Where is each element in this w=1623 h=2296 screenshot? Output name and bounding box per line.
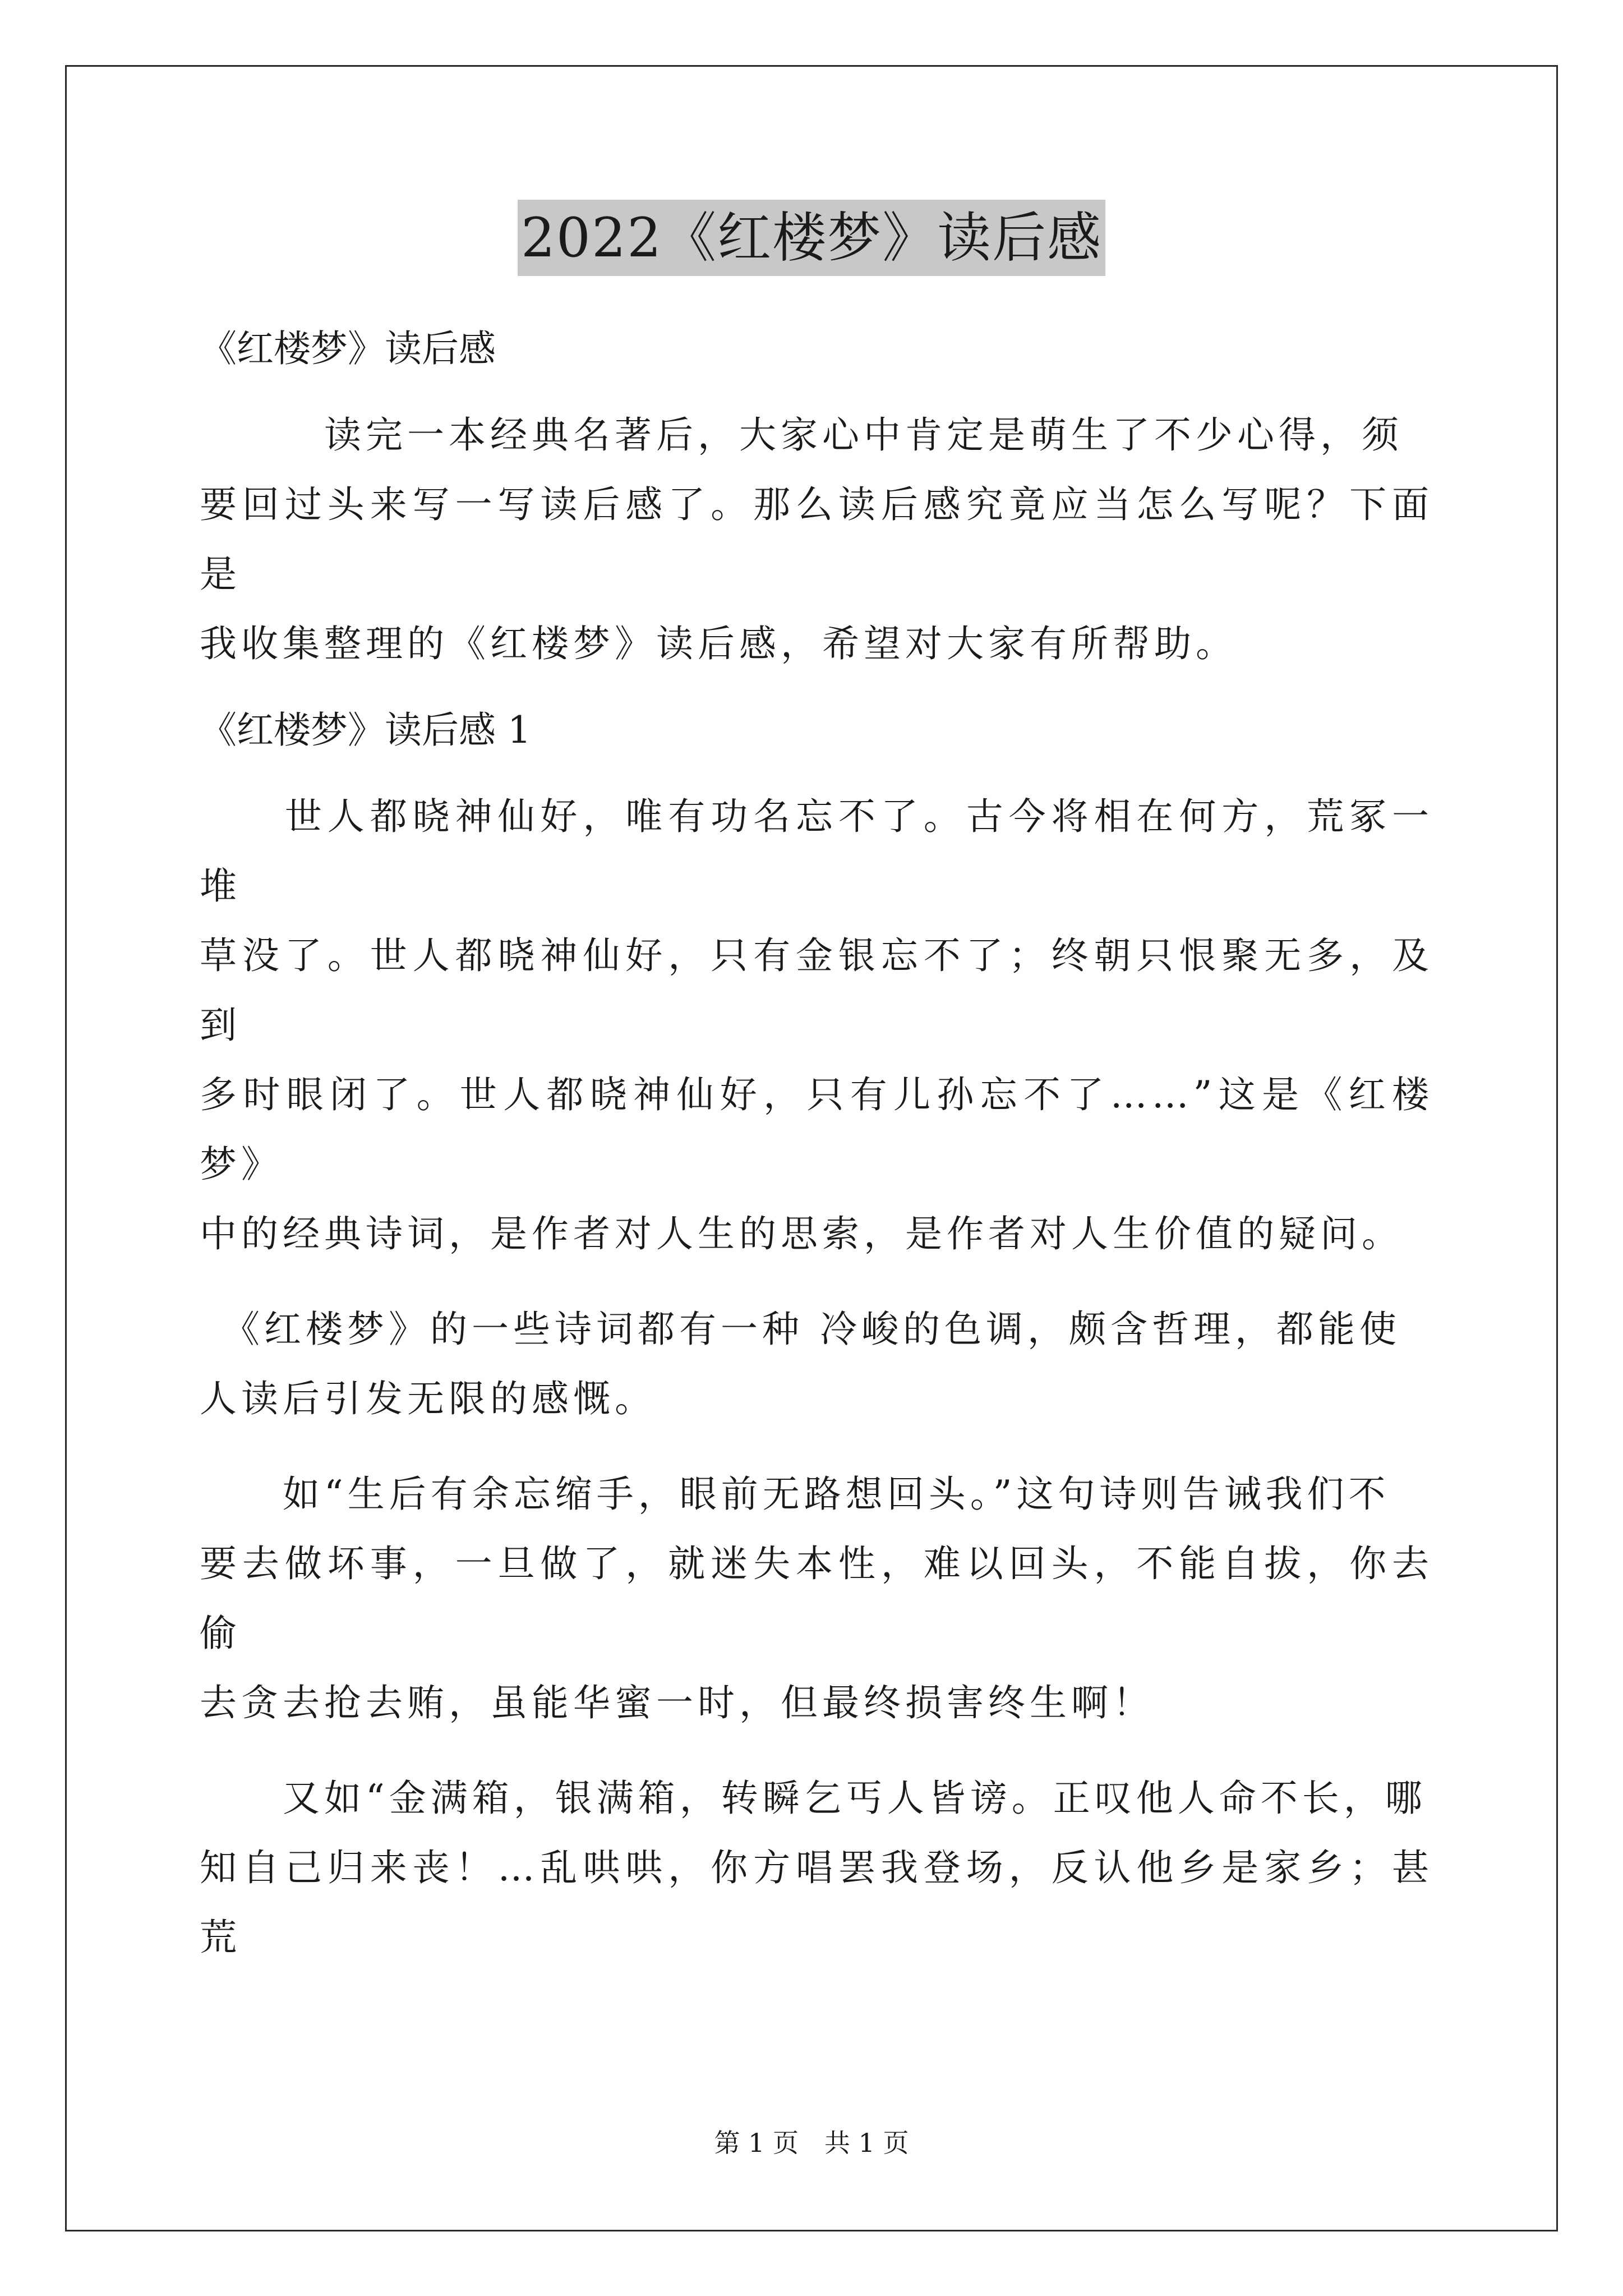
text-line: 人读后引发无限的感慨。	[200, 1377, 656, 1420]
text-line: 多时眼闭了。世人都晓神仙好，只有儿孙忘不了……”这是《红楼梦》	[200, 1073, 1433, 1186]
text-line: 要回过头来写一写读后感了。那么读后感究竟应当怎么写呢？下面是	[200, 483, 1433, 596]
text-line: 知自己归来丧！…乱哄哄，你方唱罢我登场，反认他乡是家乡；甚荒	[200, 1846, 1433, 1959]
body-paragraph-4	[200, 1764, 1433, 1972]
text-line: 又如“金满箱，银满箱，转瞬乞丐人皆谤。正叹他人命不长，哪	[200, 1777, 1427, 1820]
text-line: 去贪去抢去贿，虽能华蜜一时，但最终损害终生啊！	[200, 1681, 1154, 1724]
text-line: 我收集整理的《红楼梦》读后感，希望对大家有所帮助。	[200, 622, 1237, 665]
body-paragraph-1	[200, 782, 1433, 1269]
document-title: 2022《红楼梦》读后感	[518, 200, 1105, 276]
text-line: 读完一本经典名著后，大家心中肯定是萌生了不少心得，须	[200, 413, 1403, 457]
intro-paragraph	[200, 401, 1433, 679]
page-footer: 第 1 页 共 1 页	[714, 2128, 909, 2158]
section-heading: 《红楼梦》读后感 1	[200, 708, 531, 752]
text-line: 草没了。世人都晓神仙好，只有金银忘不了；终朝只恨聚无多，及到	[200, 934, 1433, 1047]
text-line: 世人都晓神仙好，唯有功名忘不了。古今将相在何方，荒冢一堆	[200, 795, 1433, 908]
body-paragraph-2	[200, 1295, 1433, 1434]
title-container	[0, 200, 1623, 276]
text-line: 要去做坏事，一旦做了，就迷失本性，难以回头，不能自拔，你去偷	[200, 1542, 1433, 1655]
document-body	[200, 314, 1433, 1972]
text-line: 《红楼梦》的一些诗词都有一种 冷峻的色调，颇含哲理，都能使	[200, 1308, 1401, 1351]
document-subtitle: 《红楼梦》读后感	[200, 327, 496, 370]
body-paragraph-3	[200, 1460, 1433, 1738]
text-line: 中的经典诗词，是作者对人生的思索，是作者对人生价值的疑问。	[200, 1212, 1403, 1255]
text-line: 如“生后有余忘缩手，眼前无路想回头。”这句诗则告诫我们不	[200, 1473, 1390, 1516]
